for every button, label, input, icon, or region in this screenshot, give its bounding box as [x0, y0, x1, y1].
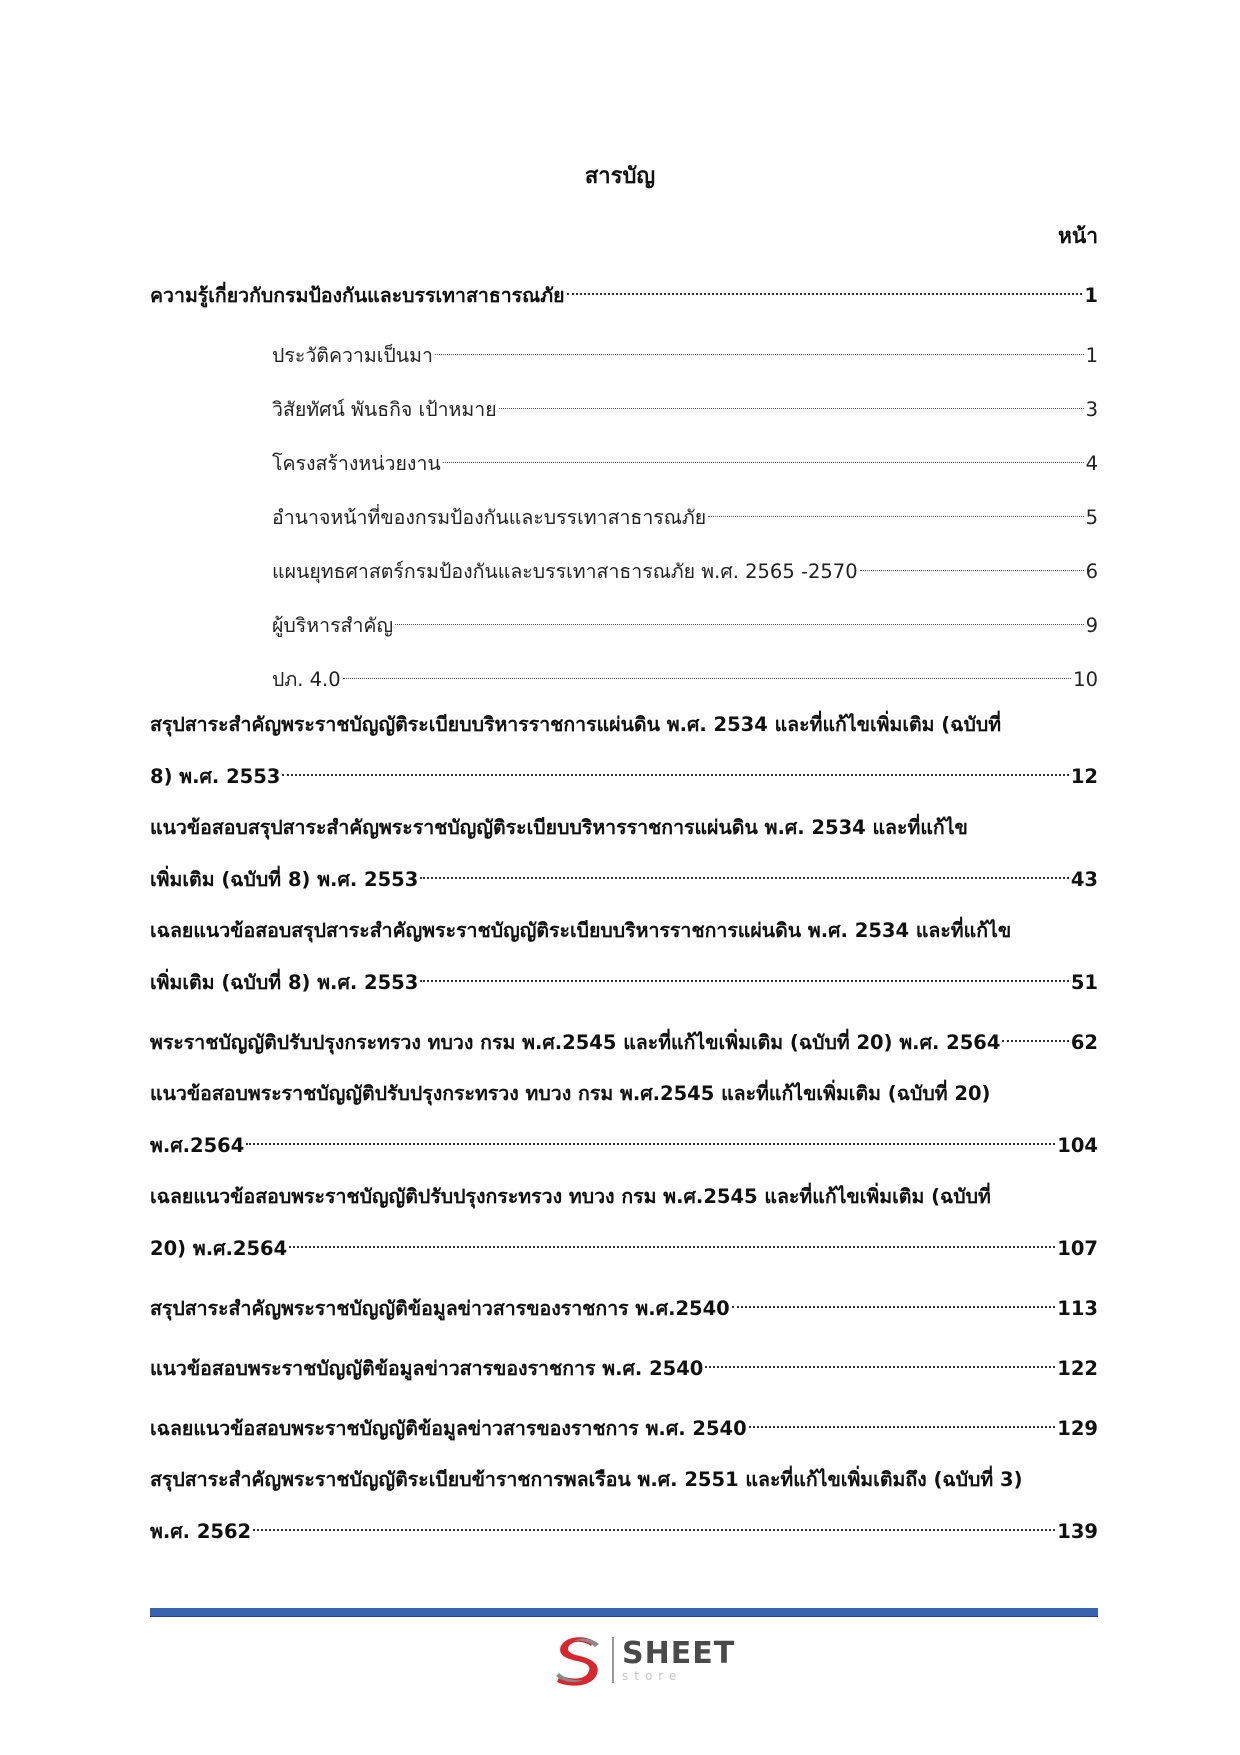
dot-leader: [860, 548, 1084, 578]
toc-page-number: 129: [1057, 1417, 1098, 1440]
toc-entry-section: [150, 1182, 1098, 1260]
page-title: สารบัญ: [584, 164, 656, 189]
logo-divider: [612, 1637, 614, 1683]
dot-leader: [343, 656, 1072, 686]
toc-entry-title-line: เพิ่มเติม (ฉบับที่ 8) พ.ศ. 2553: [150, 868, 419, 891]
toc-page-number: 107: [1057, 1237, 1098, 1260]
logo-word: SHEET: [622, 1635, 736, 1671]
toc-page-number: 1: [1084, 284, 1098, 307]
toc-entry-section: [150, 1285, 1098, 1320]
toc-entry-section: [150, 1019, 1098, 1054]
toc-entry-title-line: ความรู้เกี่ยวกับกรมป้องกันและบรรเทาสาธารณภัย: [150, 284, 565, 307]
logo-subword: store: [622, 1668, 683, 1683]
toc-entry-section: [150, 1405, 1098, 1440]
footer-divider: [150, 1608, 1098, 1617]
toc-entry-title-line: วิสัยทัศน์ พันธกิจ เป้าหมาย: [272, 398, 497, 421]
toc-entry-title-line: เฉลยแนวข้อสอบพระราชบัญญัติปรับปรุงกระทรวง ทบวง กรม พ.ศ.2545 และที่แก้ไขเพิ่มเติม (ฉบับที่: [150, 1185, 991, 1208]
toc-entry-title-line: สรุปสาระสำคัญพระราชบัญญัติระเบียบบริหารราชการแผ่นดิน พ.ศ. 2534 และที่แก้ไขเพิ่มเติม (ฉบับที่: [150, 713, 1002, 736]
toc-entry-title-line: สรุปสาระสำคัญพระราชบัญญัติข้อมูลข่าวสารของราชการ พ.ศ.2540: [150, 1297, 730, 1320]
dot-leader: [420, 856, 1069, 886]
dot-leader: [708, 494, 1083, 524]
dot-leader: [749, 1405, 1056, 1435]
toc-page-number: 43: [1070, 868, 1098, 891]
toc-page-number: 104: [1057, 1134, 1098, 1157]
toc-entry-title-line: แนวข้อสอบพระราชบัญญัติข้อมูลข่าวสารของราชการ พ.ศ. 2540: [150, 1357, 704, 1380]
dot-leader: [732, 1285, 1056, 1315]
toc-page-number: 51: [1070, 971, 1098, 994]
toc-entry-title-line: อำนาจหน้าที่ของกรมป้องกันและบรรเทาสาธารณภัย: [272, 506, 707, 529]
toc-entry-title-line: เฉลยแนวข้อสอบสรุปสาระสำคัญพระราชบัญญัติระเบียบบริหารราชการแผ่นดิน พ.ศ. 2534 และที่แก้ไข: [150, 919, 1012, 942]
table-of-contents: [150, 272, 1098, 1568]
dot-leader: [395, 602, 1084, 632]
toc-entry-section: [150, 1345, 1098, 1380]
dot-leader: [443, 440, 1084, 470]
dot-leader: [282, 753, 1068, 783]
toc-entry-section: [150, 813, 1098, 891]
dot-leader: [705, 1345, 1055, 1375]
toc-page-number: 9: [1085, 614, 1098, 637]
toc-entry-title-line: พระราชบัญญัติปรับปรุงกระทรวง ทบวง กรม พ.ศ.2545 และที่แก้ไขเพิ่มเติม (ฉบับที่ 20) พ.ศ. 2564: [150, 1031, 1001, 1054]
toc-entry-title-line: 20) พ.ศ.2564: [150, 1237, 288, 1260]
logo-text: [622, 1635, 736, 1683]
toc-entry-subsection: [272, 494, 1098, 529]
toc-entry-subsection: [272, 386, 1098, 421]
toc-entry-title-line: สรุปสาระสำคัญพระราชบัญญัติระเบียบข้าราชการพลเรือน พ.ศ. 2551 และที่แก้ไขเพิ่มเติมถึง (ฉบับที่ 3): [150, 1468, 1023, 1491]
toc-entry-title-line: 8) พ.ศ. 2553: [150, 765, 281, 788]
toc-page-number: 113: [1057, 1297, 1098, 1320]
toc-entry-subsection: [272, 332, 1098, 367]
toc-entry-title-line: ผู้บริหารสำคัญ: [272, 614, 394, 637]
toc-page-number: 6: [1085, 560, 1098, 583]
toc-entry-title-line: พ.ศ.2564: [150, 1134, 245, 1157]
toc-entry-title-line: แนวข้อสอบพระราชบัญญัติปรับปรุงกระทรวง ทบวง กรม พ.ศ.2545 และที่แก้ไขเพิ่มเติม (ฉบับที่ 20): [150, 1082, 991, 1105]
toc-entry-section: [150, 272, 1098, 307]
toc-entry-title-line: แนวข้อสอบสรุปสาระสำคัญพระราชบัญญัติระเบียบบริหารราชการแผ่นดิน พ.ศ. 2534 และที่แก้ไข: [150, 816, 968, 839]
toc-entry-subsection: [272, 440, 1098, 475]
s-mark-icon: [550, 1632, 606, 1688]
toc-entry-subsection: [272, 656, 1098, 691]
toc-page-number: 3: [1085, 398, 1098, 421]
toc-entry-title-line: เพิ่มเติม (ฉบับที่ 8) พ.ศ. 2553: [150, 971, 419, 994]
dot-leader: [246, 1122, 1055, 1152]
toc-entry-title-line: โครงสร้างหน่วยงาน: [272, 452, 441, 475]
dot-leader: [567, 272, 1083, 302]
toc-entry-section: [150, 710, 1098, 788]
toc-entry-title-line: ปภ. 4.0: [272, 668, 341, 691]
toc-page-number: 5: [1085, 506, 1098, 529]
toc-entry-title-line: พ.ศ. 2562: [150, 1520, 252, 1543]
toc-entry-title-line: ประวัติความเป็นมา: [272, 344, 433, 367]
toc-entry-section: [150, 1465, 1098, 1543]
toc-page-number: 12: [1070, 765, 1098, 788]
dot-leader: [289, 1225, 1055, 1255]
toc-page-number: 1: [1085, 344, 1098, 367]
toc-page-number: 4: [1085, 452, 1098, 475]
toc-page-number: 139: [1057, 1520, 1098, 1543]
dot-leader: [435, 332, 1084, 362]
dot-leader: [253, 1508, 1055, 1538]
toc-page-number: 122: [1057, 1357, 1098, 1380]
toc-entry-title-line: เฉลยแนวข้อสอบพระราชบัญญัติข้อมูลข่าวสารของราชการ พ.ศ. 2540: [150, 1417, 747, 1440]
toc-entry-subsection: [272, 548, 1098, 583]
dot-leader: [1002, 1019, 1068, 1049]
toc-page-number: 62: [1070, 1031, 1098, 1054]
dot-leader: [420, 959, 1069, 989]
sheet-store-logo: [550, 1632, 735, 1688]
toc-entry-title-line: แผนยุทธศาสตร์กรมป้องกันและบรรเทาสาธารณภัย พ.ศ. 2565 -2570: [272, 560, 858, 583]
toc-page-number: 10: [1073, 668, 1098, 691]
page-number-column-label: หน้า: [1058, 224, 1098, 248]
toc-entry-section: [150, 1079, 1098, 1157]
toc-entry-subsection: [272, 602, 1098, 637]
dot-leader: [499, 386, 1084, 416]
toc-entry-section: [150, 916, 1098, 994]
